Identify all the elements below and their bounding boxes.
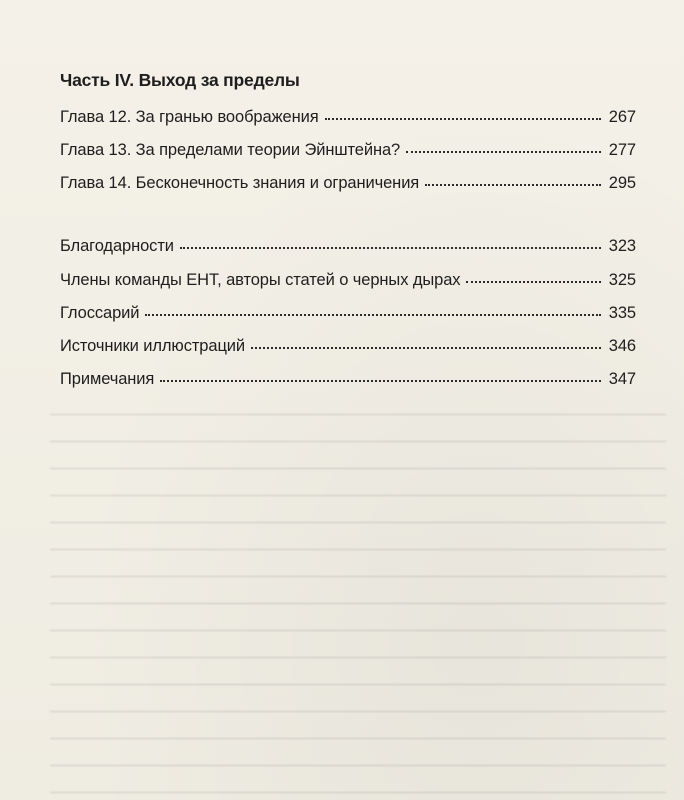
toc-entry-page: 335 bbox=[608, 304, 636, 322]
toc-entry-illustration-sources bbox=[60, 337, 636, 361]
part-heading: Часть IV. Выход за пределы bbox=[60, 70, 300, 90]
dot-leader bbox=[145, 314, 600, 316]
dot-leader bbox=[251, 347, 601, 349]
dot-leader bbox=[160, 380, 601, 382]
toc-entry-eht-team bbox=[60, 271, 636, 295]
toc-entry-label: Члены команды EHT, авторы статей о черных дырах bbox=[60, 271, 461, 289]
toc-entry-label: Благодарности bbox=[60, 237, 174, 255]
toc-entry-page: 277 bbox=[608, 141, 636, 159]
toc-entry-acknowledgements bbox=[60, 237, 636, 261]
toc-entry-label: Примечания bbox=[60, 370, 155, 388]
dot-leader bbox=[466, 281, 600, 283]
toc-entry-chapter-13 bbox=[60, 141, 636, 165]
toc-entry-label: Глава 14. Бесконечность знания и ограничения bbox=[60, 174, 420, 192]
show-through-text bbox=[50, 395, 666, 800]
toc-entry-chapter-12 bbox=[60, 108, 636, 132]
toc-entry-page: 346 bbox=[608, 337, 636, 355]
toc-entry-notes bbox=[60, 370, 636, 394]
toc-entry-label: Глоссарий bbox=[60, 304, 140, 322]
dot-leader bbox=[325, 118, 601, 120]
dot-leader bbox=[180, 247, 601, 249]
toc-entry-page: 267 bbox=[608, 108, 636, 126]
toc-entry-page: 323 bbox=[608, 237, 636, 255]
toc-entry-page: 295 bbox=[608, 174, 636, 192]
toc-entry-page: 325 bbox=[608, 271, 636, 289]
toc-entry-label: Источники иллюстраций bbox=[60, 337, 246, 355]
toc-entry-label: Глава 13. За пределами теории Эйнштейна? bbox=[60, 141, 401, 159]
toc-entry-page: 347 bbox=[608, 370, 636, 388]
toc-entry-label: Глава 12. За гранью воображения bbox=[60, 108, 319, 126]
toc-entry-chapter-14 bbox=[60, 174, 636, 198]
toc-entry-glossary bbox=[60, 304, 636, 328]
dot-leader bbox=[406, 151, 601, 153]
dot-leader bbox=[425, 184, 601, 186]
